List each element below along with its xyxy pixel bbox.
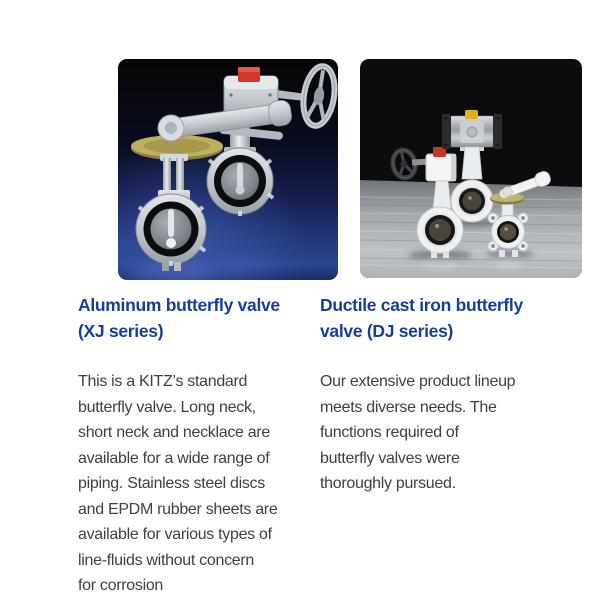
product-photo-dj-series[interactable] bbox=[360, 59, 582, 278]
description-line: short neck and necklace are bbox=[78, 424, 271, 441]
description-line: for corrosion bbox=[78, 577, 164, 594]
description-line: available for a wide range of bbox=[78, 449, 270, 467]
product-description-dj-series bbox=[320, 369, 560, 497]
description-line: available for various types of bbox=[78, 526, 272, 543]
description-line: This is a KITZ’s standard bbox=[78, 373, 248, 390]
title-line: valve (DJ series) bbox=[320, 321, 454, 341]
product-title-xj-series[interactable] bbox=[78, 292, 318, 344]
description-line: piping. Stainless steel discs bbox=[78, 475, 265, 492]
description-line: meets diverse needs. The bbox=[320, 398, 497, 416]
xj-valves-illustration bbox=[118, 59, 338, 280]
description-line: butterfly valves were bbox=[320, 449, 460, 467]
description-line: and EPDM rubber sheets are bbox=[78, 500, 278, 518]
pneumatic-actuator bbox=[442, 110, 502, 151]
product-title-dj-series[interactable] bbox=[320, 292, 560, 344]
description-line: thoroughly pursued. bbox=[320, 475, 456, 492]
description-line: butterfly valve. Long neck, bbox=[78, 398, 256, 416]
product-description-xj-series bbox=[78, 369, 318, 599]
description-line: functions required of bbox=[320, 424, 459, 441]
product-photo-xj-series[interactable] bbox=[118, 59, 338, 280]
description-line: Our extensive product lineup bbox=[320, 373, 516, 390]
dj-valves-illustration bbox=[360, 59, 582, 278]
title-line: Ductile cast iron butterfly bbox=[320, 295, 523, 315]
yellow-indicator bbox=[465, 110, 478, 119]
description-line: line-fluids without concern bbox=[78, 551, 254, 569]
title-line: (XJ series) bbox=[78, 321, 164, 341]
title-line: Aluminum butterfly valve bbox=[78, 295, 280, 315]
